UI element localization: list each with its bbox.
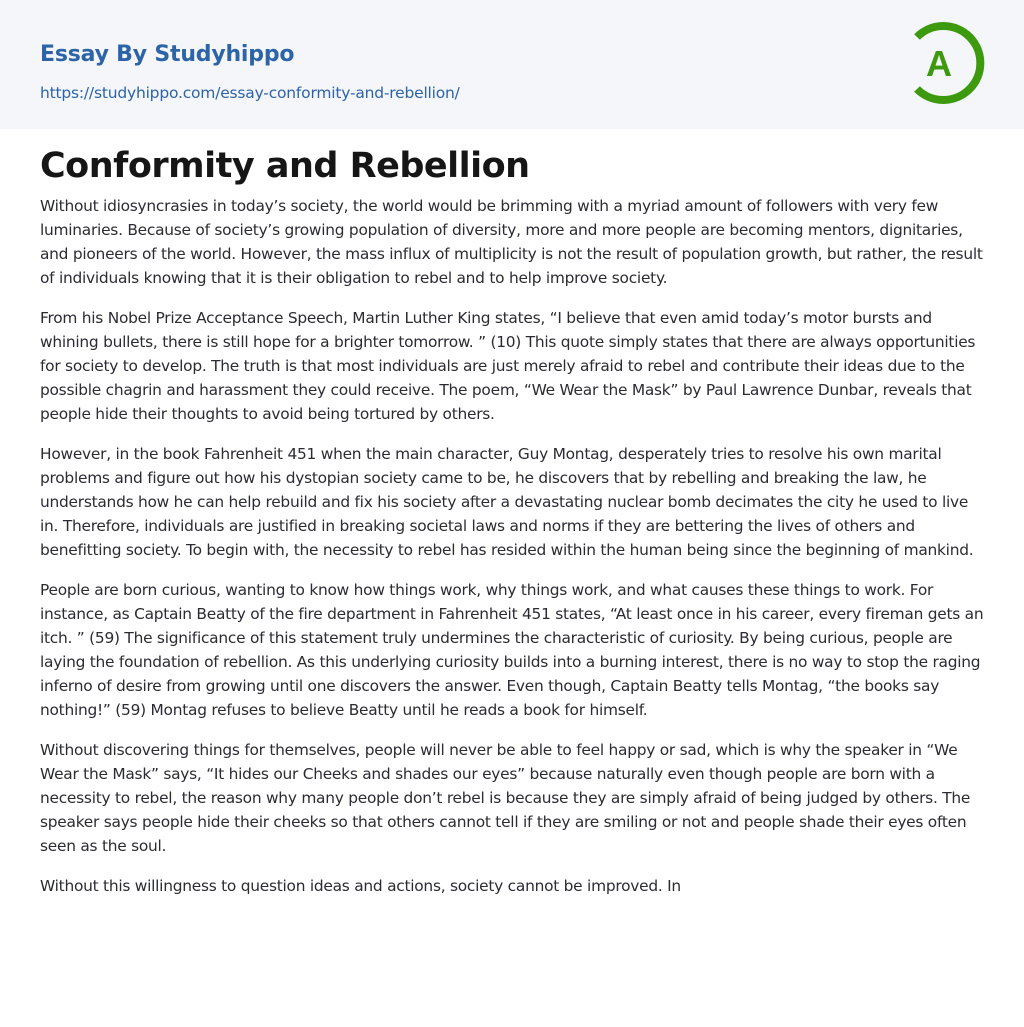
logo-letter: A: [926, 43, 952, 84]
site-header: [0, 0, 1024, 129]
essay-paragraph: Without this willingness to question ideas and actions, society cannot be improved. In: [40, 877, 681, 895]
page-title: Conformity and Rebellion: [40, 146, 530, 186]
essay-url-link[interactable]: https://studyhippo.com/essay-conformity-and-rebellion/: [40, 84, 460, 102]
essay-paragraph: From his Nobel Prize Acceptance Speech, Martin Luther King states, “I believe that even amid today’s motor bursts and whining bullets, there is still hope for a brighter tomorrow. ” (10) This quote simply states that there are always opportunities for society to develop. The truth is that most individuals are just merely afraid to rebel and contribute their ideas due to the possible chagrin and harassment they could receive. The poem, “We Wear the Mask” by Paul Lawrence Dunbar, reveals that people hide their thoughts to avoid being tortured by others.: [40, 309, 976, 423]
essay-paragraph: People are born curious, wanting to know how things work, why things work, and what causes these things to work. For instance, as Captain Beatty of the fire department in Fahrenheit 451 states, “At least once in his career, every fireman gets an itch. ” (59) The significance of this statement truly undermines the characteristic of curiosity. By being curious, people are laying the foundation of rebellion. As this underlying curiosity builds into a burning interest, there is no way to stop the raging inferno of desire from growing until one discovers the answer. Even though, Captain Beatty tells Montag, “the books say nothing!” (59) Montag refuses to believe Beatty until he reads a book for himself.: [40, 581, 984, 719]
essay-paragraph: However, in the book Fahrenheit 451 when the main character, Guy Montag, desperately tries to resolve his own marital problems and figure out how his dystopian society came to be, he discovers that by rebelling and breaking the law, he understands how he can help rebuild and fix his society after a devastating nuclear bomb decimates the city he used to live in. Therefore, individuals are justified in breaking societal laws and norms if they are bettering the lives of others and benefitting society. To begin with, the necessity to rebel has resided within the human being since the beginning of mankind.: [40, 445, 974, 559]
studyhippo-logo[interactable]: [908, 18, 990, 108]
essay-body: [40, 194, 985, 914]
essay-paragraph: Without idiosyncrasies in today’s society, the world would be brimming with a myriad amount of followers with very few luminaries. Because of society’s growing population of diversity, more and more people are becoming mentors, dignitaries, and pioneers of the world. However, the mass influx of multiplicity is not the result of population growth, but rather, the result of individuals knowing that it is their obligation to rebel and to help improve society.: [40, 197, 983, 287]
site-title: Essay By Studyhippo: [40, 42, 295, 67]
essay-paragraph: Without discovering things for themselves, people will never be able to feel happy or sad, which is why the speaker in “We Wear the Mask” says, “It hides our Cheeks and shades our eyes” because naturally even though people are born with a necessity to rebel, the reason why many people don’t rebel is because they are simply afraid of being judged by others. The speaker says people hide their cheeks so that others cannot tell if they are smiling or not and people shade their eyes often seen as the soul.: [40, 741, 971, 855]
studyhippo-a-logo-icon: [908, 18, 990, 108]
